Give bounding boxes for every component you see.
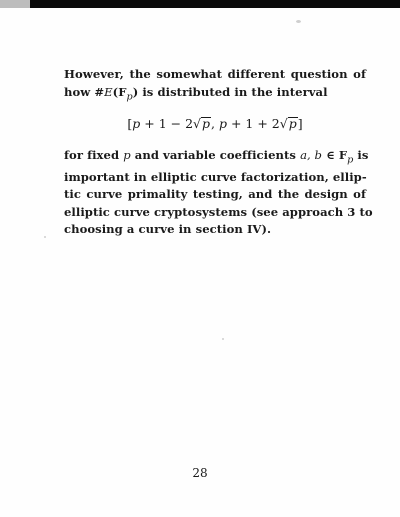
text: is — [353, 148, 369, 162]
paragraph-2-line-4: elliptic curve cryptosystems (see approach 3 to — [64, 204, 373, 219]
interval-formula — [64, 116, 366, 131]
paragraph-2-line-2: important in elliptic curve factorization, ellip- — [64, 169, 367, 184]
formula-text: + 1 − 2 — [140, 116, 194, 131]
math-F-field: F — [338, 148, 348, 162]
paragraph-2-line-3: tic curve primality testing, and the design of — [64, 187, 366, 202]
text: ) is distributed in the interval — [132, 84, 328, 99]
math-subscript-p: p — [126, 90, 133, 102]
page-number: 28 — [192, 466, 208, 480]
scan-speck — [222, 338, 224, 340]
formula-text: + 1 + 2 — [226, 116, 280, 131]
math-F-field: F — [118, 84, 127, 99]
scan-speck — [44, 236, 46, 238]
bracket-open: [ — [127, 116, 133, 131]
paragraph-1-line-2 — [64, 84, 366, 106]
math-subscript-p: p — [347, 154, 354, 166]
paragraph-2-line-5: choosing a curve in section IV). — [64, 222, 272, 237]
radicand: p — [288, 116, 297, 131]
math-E: E — [104, 84, 113, 99]
element-of-symbol: ∈ — [322, 148, 339, 162]
paragraph-1-line-1: However, the somewhat different question of — [64, 67, 366, 81]
text: how # — [64, 84, 105, 99]
separator: , — [211, 116, 219, 131]
paragraph-2 — [64, 147, 373, 239]
sqrt-p — [280, 116, 298, 131]
math-p: p — [218, 116, 227, 131]
text: and variable coefficients — [130, 148, 301, 162]
text: for fixed — [64, 148, 124, 162]
document-page — [0, 8, 400, 517]
radical-sign: √ — [193, 116, 201, 131]
sqrt-p — [193, 116, 211, 131]
text: ( — [112, 84, 119, 99]
scan-label-tag — [0, 0, 30, 8]
math-a-b: a, b — [300, 148, 322, 162]
math-p: p — [123, 148, 131, 162]
bracket-close: ] — [297, 116, 303, 131]
math-p: p — [132, 116, 141, 131]
paragraph-1 — [64, 66, 366, 105]
scan-top-border — [0, 0, 400, 8]
radicand: p — [202, 116, 211, 131]
paragraph-2-line-1 — [64, 147, 369, 169]
radical-sign: √ — [279, 116, 288, 131]
scan-speck — [296, 20, 301, 23]
